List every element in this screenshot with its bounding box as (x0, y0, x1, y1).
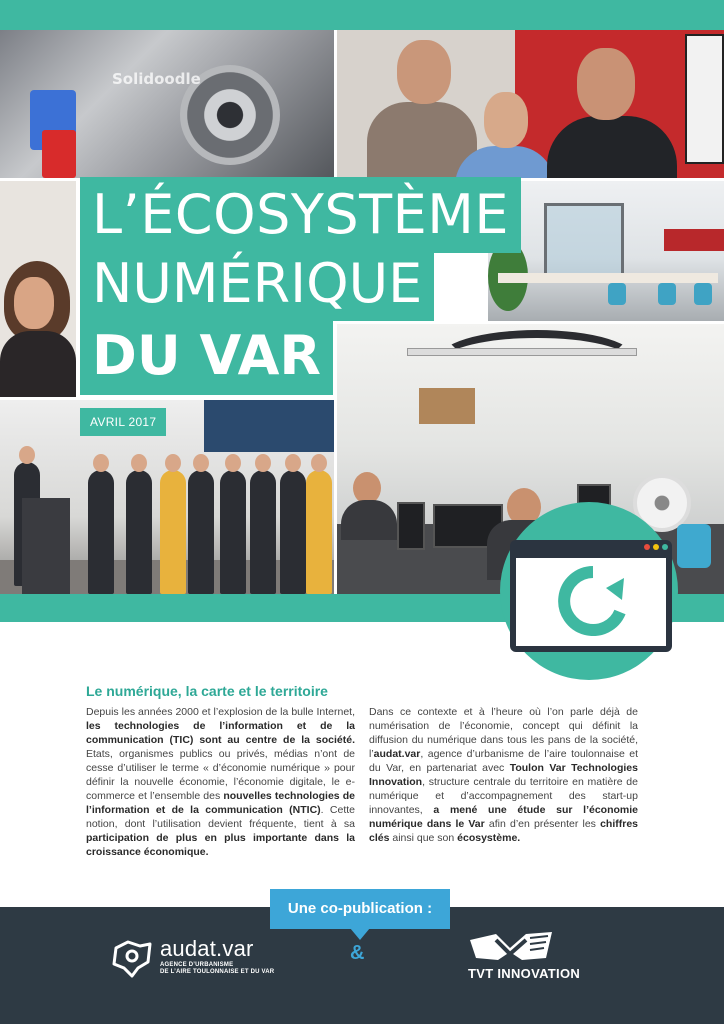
emphasis-text: chiffres clés (369, 818, 638, 844)
photo-woman-portrait (0, 181, 76, 397)
cork-board (419, 388, 475, 424)
body-text: . Cette notion, dont l’utilisation devient fréquente, tient à sa (86, 804, 355, 830)
copublication-label: Une co-publication : (270, 889, 450, 929)
top-accent-band (0, 0, 724, 30)
glass-wall (544, 203, 624, 281)
emphasis-text: Toulon Var Technologies Innovation (369, 762, 638, 788)
red-panel (664, 229, 724, 251)
ampersand: & (350, 942, 365, 964)
body-text: , structure centrale du territoire en matière de numérique et d’accompagnement des start-up innovantes, (369, 776, 638, 816)
audat-subtitle-1: AGENCE D’URBANISME (160, 962, 234, 968)
window-dot-green (662, 544, 668, 550)
attendee (88, 470, 114, 594)
body-text: afin d’en présenter les (484, 818, 601, 830)
publication-date: AVRIL 2017 (80, 408, 166, 436)
man-center-head (484, 92, 528, 148)
title-line-3: DU VAR (80, 317, 333, 395)
woman-dress (0, 331, 76, 397)
audat-subtitle-2: DE L’AIRE TOULONNAISE ET DU VAR (160, 969, 275, 975)
title-line-1: L’ÉCOSYSTÈME (80, 177, 521, 253)
attendee (250, 470, 276, 594)
attendee (306, 470, 332, 594)
emphasis-text: a mené une étude sur l’économie numérique dans le Var (369, 804, 638, 830)
event-banner (204, 400, 334, 452)
attendee (220, 470, 246, 594)
photo-two-men-talking (337, 30, 724, 178)
man-left-head (397, 40, 451, 104)
section-title: Le numérique, la carte et le territoire (86, 683, 328, 699)
audat-name: audat.var (160, 936, 254, 961)
window-dot-yellow (653, 544, 659, 550)
blue-chair (677, 524, 711, 568)
man-right-head (577, 48, 635, 120)
photo-3d-printer (0, 30, 334, 178)
office-chair (694, 283, 712, 305)
body-text: Etats, organismes publics ou privés, médias n’ont de cesse d’utiliser le terme « d’économie numérique » pour définir la nouvelle économie, l’économie digitale, le e-commerce et l’ensemble des (86, 748, 355, 802)
ceiling-pipe (437, 330, 637, 390)
emphasis-text: audat.var (373, 748, 421, 760)
ceiling-lamp (407, 348, 637, 356)
participant (341, 500, 397, 540)
monitor (397, 502, 425, 550)
emphasis-text: nouvelles technologies de l’information et de la communication (NTIC) (86, 790, 355, 816)
emphasis-text: participation de plus en plus importante dans la croissance économique. (86, 832, 355, 858)
body-text: Dans ce contexte et à l’heure où l’on parle déjà de numérisation de l’économie, concept qui définit la diffusion du numérique dans tous les pans de la société, l’ (369, 706, 638, 760)
office-table (498, 273, 718, 283)
audat-ring-icon (558, 566, 628, 636)
photo-speech-event (0, 400, 334, 594)
emphasis-text: les technologies de l’information et de la communication (TIC) sont au centre de la société. (86, 720, 355, 746)
office-chair (658, 283, 676, 305)
office-chair (608, 283, 626, 305)
audat-logo-icon (110, 938, 154, 978)
attendee (160, 470, 186, 594)
tvt-name: TVT INNOVATION (468, 966, 581, 981)
body-text: Depuis les années 2000 et l’explosion de la bulle Internet, (86, 706, 355, 718)
body-text: , agence d’urbanisme de l’aire toulonnaise et du Var, en partenariat avec (369, 748, 638, 774)
body-text: ainsi que son (389, 832, 458, 844)
podium (22, 498, 70, 594)
callout-arrow (350, 928, 370, 940)
window-dot-red (644, 544, 650, 550)
woman-face (14, 277, 54, 329)
attendee (126, 470, 152, 594)
article-column-2 (369, 705, 638, 845)
wall-frame (685, 34, 724, 164)
title-line-2: NUMÉRIQUE (80, 247, 434, 321)
printer-brand-text: Solidoodle (112, 70, 201, 88)
attendee (280, 470, 306, 594)
red-connector (42, 130, 76, 178)
emphasis-text: écosystème. (457, 832, 521, 844)
tvt-logo-icon (466, 930, 558, 964)
article-column-1 (86, 705, 355, 859)
attendee (188, 470, 214, 594)
photo-open-office (488, 181, 724, 321)
